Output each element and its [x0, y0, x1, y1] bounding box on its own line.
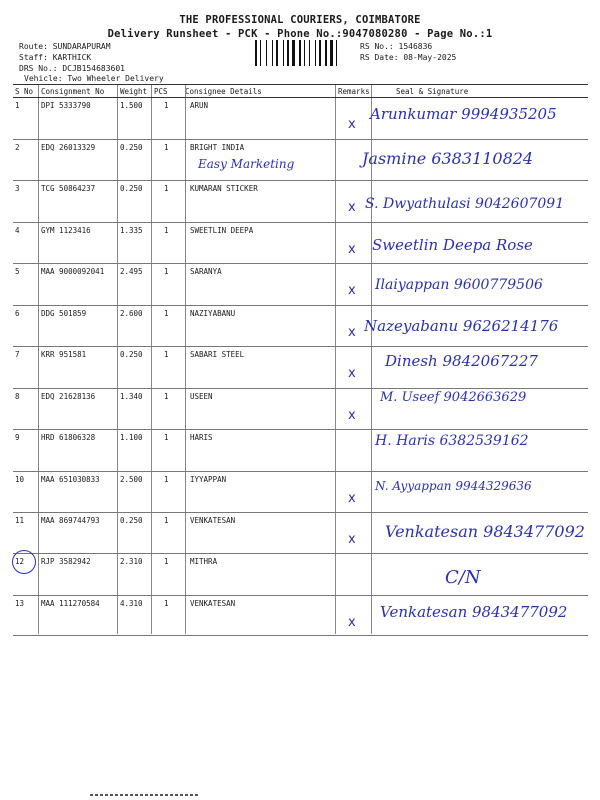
cell-weight: 0.250	[120, 516, 143, 525]
cell-consignment: MAA 9000092041	[41, 267, 105, 276]
cell-weight: 2.600	[120, 309, 143, 318]
row-divider	[13, 222, 588, 223]
signature: Nazeyabanu 9626214176	[364, 317, 559, 335]
company-title: THE PROFESSIONAL COURIERS, COIMBATORE	[179, 14, 421, 26]
remark-mark: x	[348, 366, 356, 381]
cell-consignee: SARANYA	[190, 267, 222, 276]
row-divider	[13, 97, 588, 98]
cell-weight: 4.310	[120, 599, 143, 608]
barcode-bar	[260, 40, 261, 66]
barcode-bar	[319, 40, 321, 66]
barcode-bar	[304, 40, 305, 66]
cell-consignment: RJP 3582942	[41, 557, 91, 566]
column-divider	[151, 85, 152, 634]
signature: Venkatesan 9843477092	[380, 603, 568, 621]
column-divider	[335, 85, 336, 634]
cell-sno: 11	[15, 516, 25, 525]
signature: Dinesh 9842067227	[385, 352, 538, 370]
cell-consignment: MAA 111270584	[41, 599, 100, 608]
cell-weight: 2.495	[120, 267, 143, 276]
barcode-bar	[315, 40, 316, 66]
signature: Arunkumar 9994935205	[370, 105, 557, 123]
cell-consignment: DPI 5333790	[41, 101, 91, 110]
cell-consignment: MAA 869744793	[41, 516, 100, 525]
rs-number: RS No.: 1546836	[360, 42, 433, 51]
route-label: Route: SUNDARAPURAM	[19, 42, 111, 51]
signature: Jasmine 6383110824	[362, 149, 534, 168]
cell-weight: 1.335	[120, 226, 143, 235]
column-divider	[38, 85, 39, 634]
barcode-bar	[292, 40, 295, 66]
signature: Ilaiyappan 9600779506	[375, 277, 543, 293]
cell-pcs: 1	[164, 350, 169, 359]
cell-pcs: 1	[164, 309, 169, 318]
barcode-bar	[336, 40, 337, 66]
barcode-bar	[287, 40, 289, 66]
barcode-bar	[330, 40, 333, 66]
cell-consignee: SWEETLIN DEEPA	[190, 226, 254, 235]
cell-pcs: 1	[164, 557, 169, 566]
cell-weight: 0.250	[120, 143, 143, 152]
cell-weight: 0.250	[120, 184, 143, 193]
cell-pcs: 1	[164, 184, 169, 193]
cell-sno: 8	[15, 392, 20, 401]
signature: H. Haris 6382539162	[375, 433, 529, 449]
cell-weight: 2.500	[120, 475, 143, 484]
cell-consignment: GYM 1123416	[41, 226, 91, 235]
signature: S. Dwyathulasi 9042607091	[365, 196, 565, 212]
cell-consignment: HRD 61806328	[41, 433, 96, 442]
cell-consignee: IYYAPPAN	[190, 475, 227, 484]
row-divider	[13, 305, 588, 306]
row-divider	[13, 388, 588, 389]
cell-pcs: 1	[164, 433, 169, 442]
cell-consignment: EDQ 21628136	[41, 392, 96, 401]
drs-number: DRS No.: DCJB154683601	[19, 64, 125, 73]
row-divider	[13, 139, 588, 140]
circled-row-mark	[12, 550, 36, 574]
remark-mark: x	[348, 242, 356, 257]
cell-consignment: DDG 501859	[41, 309, 87, 318]
row-divider	[13, 635, 588, 636]
cell-weight: 1.340	[120, 392, 143, 401]
cell-consignment: KRR 951581	[41, 350, 87, 359]
cell-consignment: TCG 50864237	[41, 184, 96, 193]
signature: Venkatesan 9843477092	[385, 522, 585, 541]
cell-pcs: 1	[164, 101, 169, 110]
cell-consignment: EDQ 26013329	[41, 143, 96, 152]
signature: C/N	[445, 567, 481, 588]
row-divider	[13, 553, 588, 554]
barcode-bar	[276, 40, 278, 66]
cell-pcs: 1	[164, 392, 169, 401]
cell-consignment: MAA 651030833	[41, 475, 100, 484]
cell-consignee: VENKATESAN	[190, 516, 236, 525]
runsheet-subtitle: Delivery Runsheet - PCK - Phone No.:9047080280 - Page No.:1	[107, 28, 493, 40]
cell-consignee: SABARI STEEL	[190, 350, 245, 359]
cell-pcs: 1	[164, 516, 169, 525]
cell-sno: 3	[15, 184, 20, 193]
handwritten-note: Easy Marketing	[198, 157, 295, 171]
remark-mark: x	[348, 408, 356, 423]
row-divider	[13, 595, 588, 596]
remark-mark: x	[348, 491, 356, 506]
cell-sno: 5	[15, 267, 20, 276]
cell-sno: 10	[15, 475, 25, 484]
cell-weight: 2.310	[120, 557, 143, 566]
cell-pcs: 1	[164, 226, 169, 235]
cell-sno: 1	[15, 101, 20, 110]
row-divider	[13, 180, 588, 181]
column-divider	[185, 85, 186, 634]
col-pcs: PCS	[154, 87, 168, 96]
vehicle-label: Vehicle: Two Wheeler Delivery	[24, 74, 164, 83]
footer-mark	[90, 794, 200, 796]
cell-consignee: ARUN	[190, 101, 209, 110]
barcode-bar	[266, 40, 267, 66]
remark-mark: x	[348, 283, 356, 298]
cell-consignee: BRIGHT INDIA	[190, 143, 245, 152]
cell-sno: 13	[15, 599, 25, 608]
cell-weight: 0.250	[120, 350, 143, 359]
cell-pcs: 1	[164, 267, 169, 276]
cell-pcs: 1	[164, 143, 169, 152]
remark-mark: x	[348, 532, 356, 547]
runsheet-table	[13, 84, 588, 630]
barcode-bar	[325, 40, 327, 66]
cell-sno: 6	[15, 309, 20, 318]
cell-consignee: NAZIYABANU	[190, 309, 236, 318]
row-divider	[13, 263, 588, 264]
cell-sno: 4	[15, 226, 20, 235]
barcode-bar	[255, 40, 257, 66]
staff-label: Staff: KARTHICK	[19, 53, 92, 62]
cell-consignee: VENKATESAN	[190, 599, 236, 608]
cell-consignee: USEEN	[190, 392, 213, 401]
row-divider	[13, 471, 588, 472]
signature: Sweetlin Deepa Rose	[372, 236, 533, 254]
remark-mark: x	[348, 200, 356, 215]
row-divider	[13, 346, 588, 347]
column-divider	[117, 85, 118, 634]
cell-sno: 12	[15, 557, 25, 566]
rs-date: RS Date: 08-May-2025	[360, 53, 457, 62]
remark-mark: x	[348, 117, 356, 132]
cell-pcs: 1	[164, 475, 169, 484]
col-remarks: Remarks	[338, 87, 370, 96]
remark-mark: x	[348, 325, 356, 340]
barcode-bar	[272, 40, 273, 66]
barcode-bar	[283, 40, 284, 66]
signature: M. Useef 9042663629	[380, 390, 527, 405]
barcode-icon	[255, 40, 355, 66]
cell-weight: 1.500	[120, 101, 143, 110]
cell-sno: 9	[15, 433, 20, 442]
cell-weight: 1.100	[120, 433, 143, 442]
cell-consignee: KUMARAN STICKER	[190, 184, 258, 193]
signature: N. Ayyappan 9944329636	[375, 479, 532, 493]
barcode-bar	[299, 40, 301, 66]
col-consignment: Consignment No	[41, 87, 105, 96]
col-signature: Seal & Signature	[396, 87, 469, 96]
remark-mark: x	[348, 615, 356, 630]
cell-consignee: HARIS	[190, 433, 213, 442]
cell-consignee: MITHRA	[190, 557, 218, 566]
barcode-bar	[309, 40, 310, 66]
cell-sno: 2	[15, 143, 20, 152]
row-divider	[13, 429, 588, 430]
col-consignee: Consignee Details	[185, 87, 262, 96]
cell-sno: 7	[15, 350, 20, 359]
row-divider	[13, 512, 588, 513]
col-weight: Weight	[120, 87, 148, 96]
cell-pcs: 1	[164, 599, 169, 608]
col-sno: S No	[15, 87, 34, 96]
